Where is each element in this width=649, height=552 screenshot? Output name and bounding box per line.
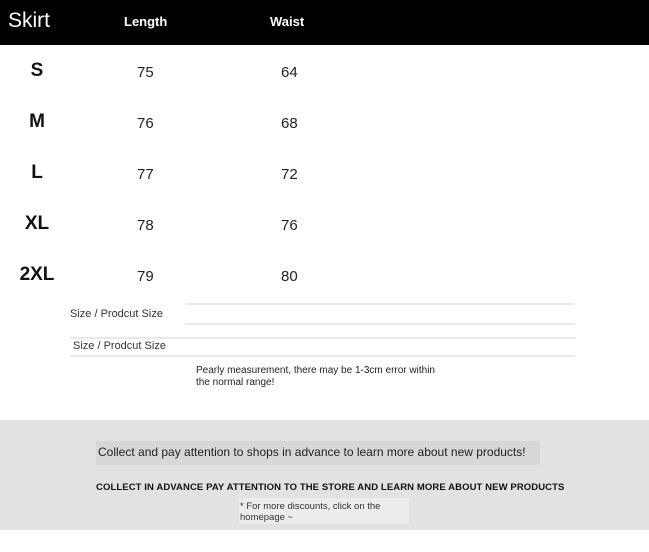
product-size-caption: Size / Prodcut Size [70,308,163,320]
size-label: M [29,111,45,132]
length-value: 76 [137,115,154,132]
faded-text-line [185,303,575,305]
size-label: 2XL [19,264,55,285]
table-row [0,264,649,304]
column-header-length: Length [124,14,168,29]
size-label: L [31,162,43,183]
table-header [0,0,649,45]
size-label: XL [24,213,50,234]
waist-value: 72 [281,166,298,183]
waist-value: 76 [281,217,298,234]
faded-text-line [185,323,575,325]
product-size-caption: Size / Prodcut Size [73,340,166,352]
bottom-strip [0,530,649,552]
waist-value: 80 [281,268,298,285]
homepage-discount-link[interactable]: * For more discounts, click on the homepage ~ [239,498,409,524]
promo-caps-message: COLLECT IN ADVANCE PAY ATTENTION TO THE STORE AND LEARN MORE ABOUT NEW PRODUCTS [96,482,565,493]
table-row [0,60,649,100]
size-label: S [30,60,44,81]
table-row [0,213,649,253]
measurement-note: Pearly measurement, there may be 1-3cm error within the normal range! [196,365,435,388]
length-value: 77 [137,166,154,183]
length-value: 79 [137,268,154,285]
length-value: 78 [137,217,154,234]
waist-value: 64 [281,64,298,81]
faded-text-line [70,337,575,339]
promo-message: Collect and pay attention to shops in advance to learn more about new products! [96,441,540,465]
product-title: Skirt [8,9,50,32]
table-row [0,162,649,202]
length-value: 75 [137,64,154,81]
table-row [0,111,649,151]
waist-value: 68 [281,115,298,132]
column-header-waist: Waist [270,14,305,29]
faded-text-line [70,355,575,357]
